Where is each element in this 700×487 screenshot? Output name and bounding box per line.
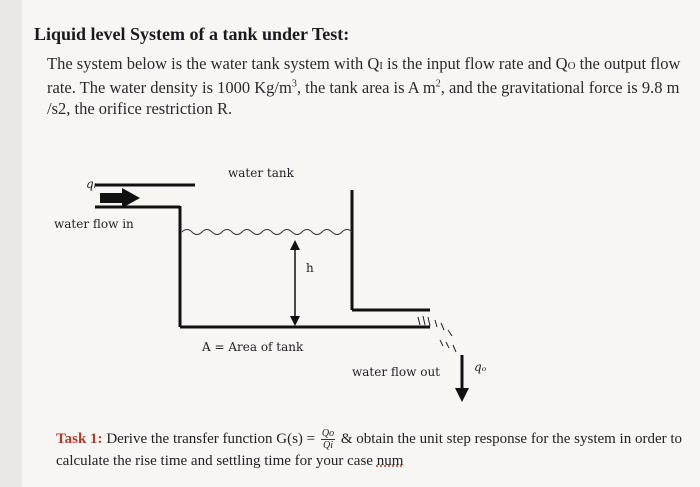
task-label: Task 1:: [56, 430, 103, 447]
transfer-fraction: $\frac{Qo}{Qi}$: [321, 428, 335, 451]
height-arrow-up-icon: [290, 240, 300, 250]
height-label: h: [306, 261, 314, 275]
tank-label: water tank: [228, 166, 294, 180]
page-title: Liquid level System of a tank under Test:: [34, 24, 350, 44]
height-arrow-down-icon: [290, 316, 300, 326]
outflow-label: water flow out: [352, 365, 440, 379]
inflow-label: water flow in: [54, 217, 134, 231]
qi-label: qᵢ: [86, 177, 97, 191]
water-surface: [182, 230, 352, 235]
task-1: Task 1: Derive the transfer function G(s) = $\frac{Qo}{Qi}$ & obtain the unit step response for the system in order to calculate the rise time and settling time for your case num: [56, 428, 683, 469]
qo-label: qₒ: [474, 360, 487, 374]
inflow-arrow-icon: [100, 188, 140, 208]
outflow-arrow-icon: [455, 388, 469, 402]
area-label: A = Area of tank: [202, 340, 304, 354]
description-paragraph: The system below is the water tank system with QI is the input flow rate and QO the output flow rate. The water density is 1000 $Kg/m^3$, the tank area is A $m^2$, and the gravitational force is 9.8 m /s2, the orifice restriction R.: [47, 54, 681, 118]
outflow-stream-icon: [418, 316, 456, 352]
case-num-link: num: [376, 453, 404, 469]
